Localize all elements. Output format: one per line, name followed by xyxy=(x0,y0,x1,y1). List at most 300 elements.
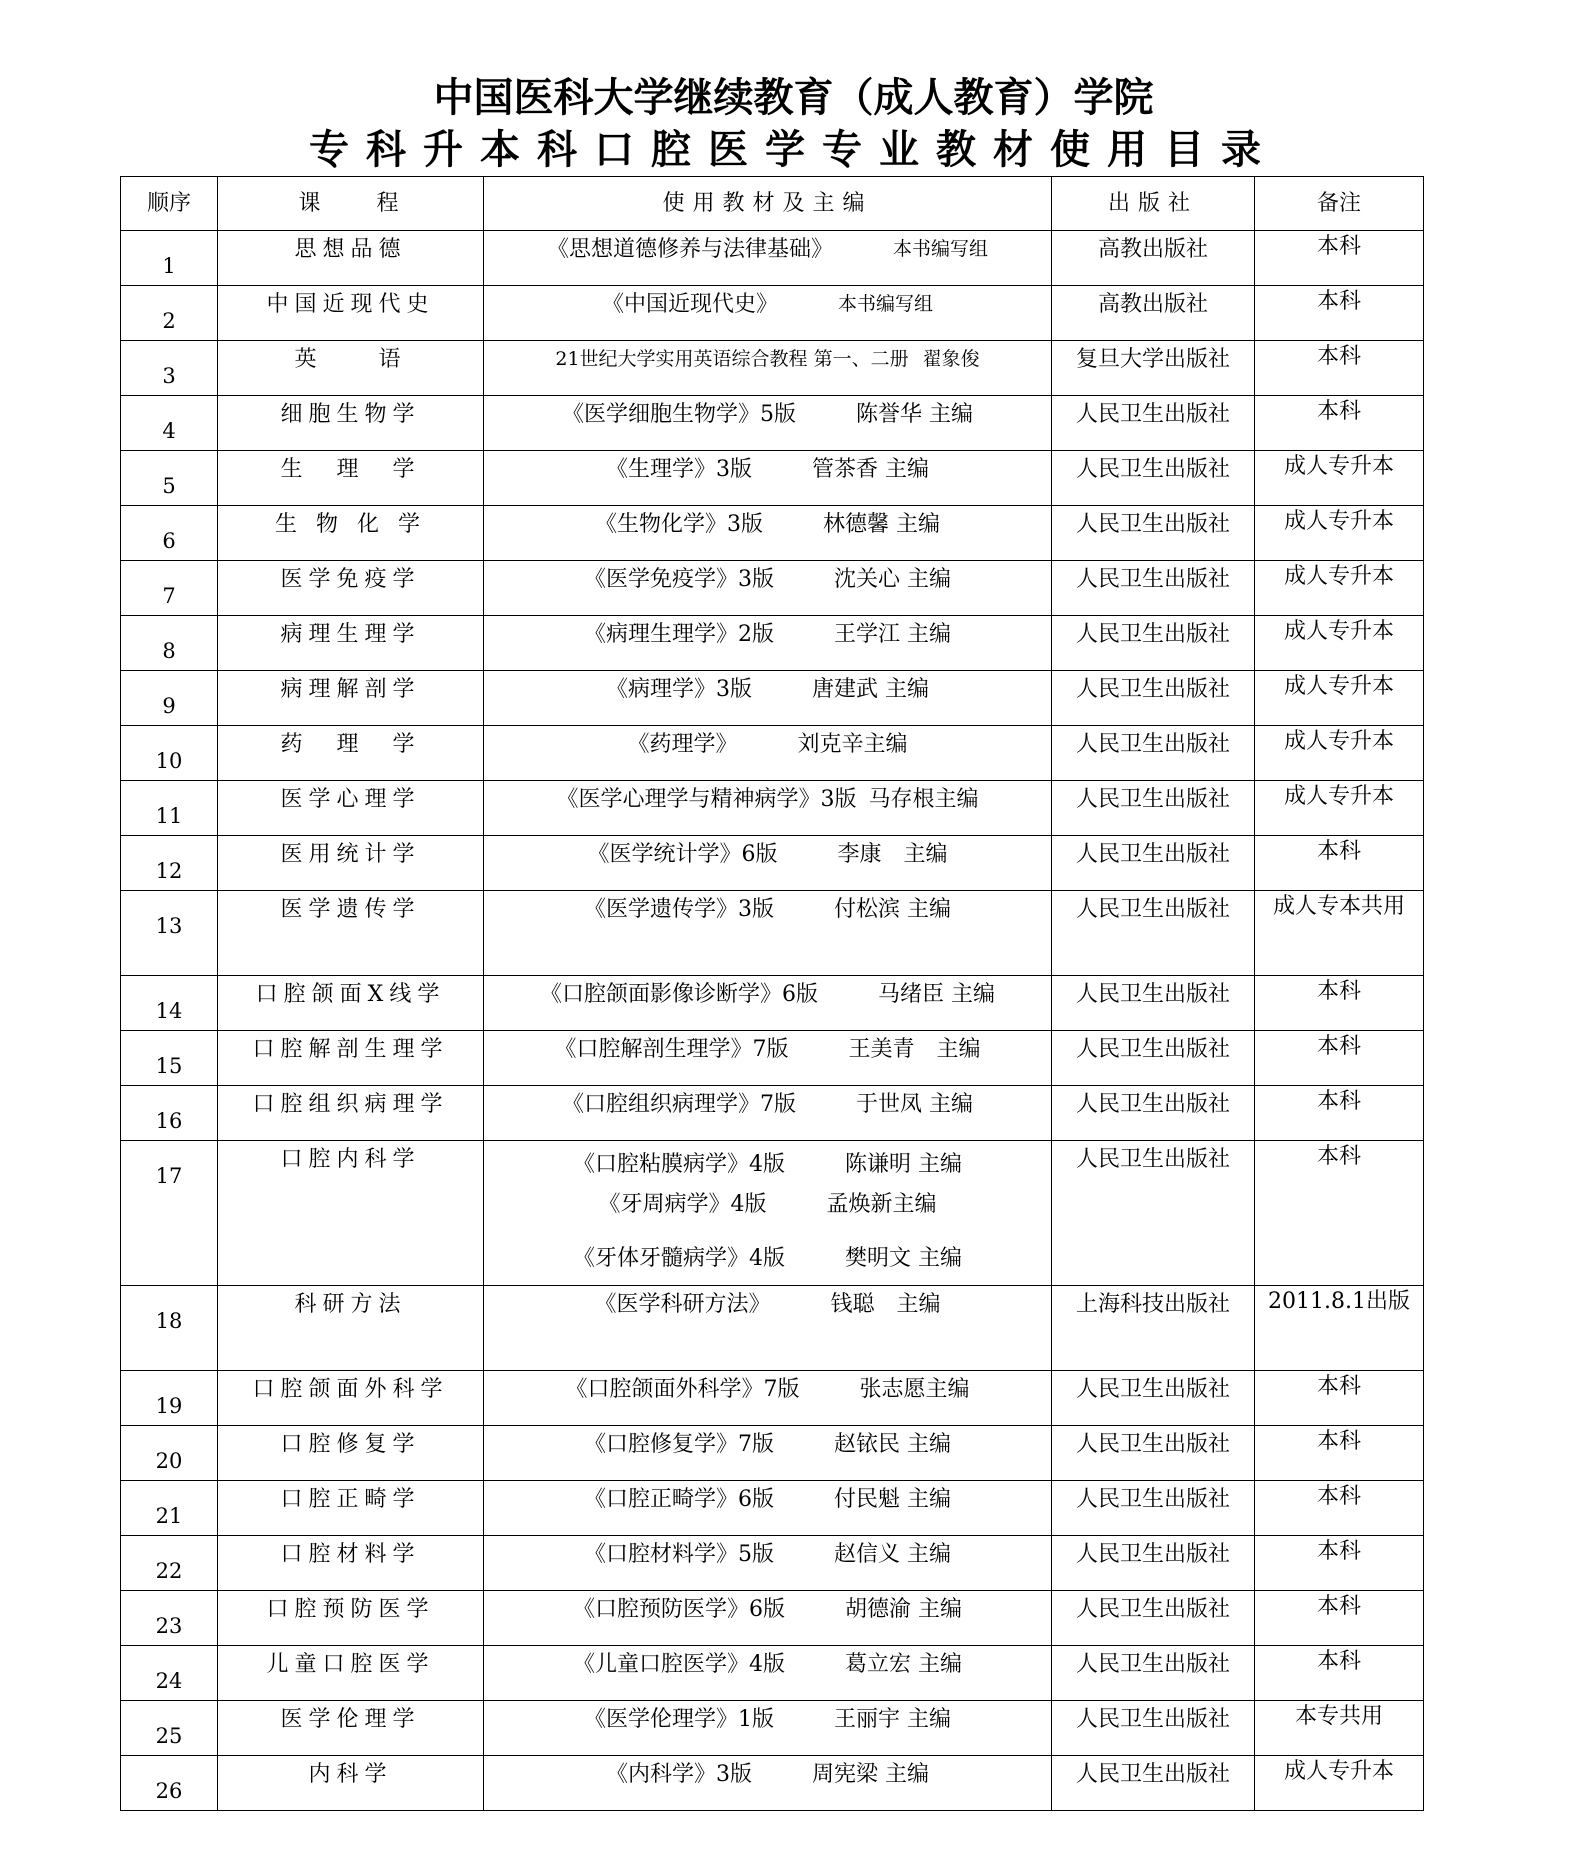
note-cell xyxy=(1255,506,1424,561)
textbook-title: 《生理学》3版 xyxy=(606,457,752,482)
course-name: 药 理 学 xyxy=(280,732,421,757)
textbook-line xyxy=(484,726,1051,758)
textbook-editor: 陈谦明 主编 xyxy=(845,1152,962,1177)
order-number: 11 xyxy=(155,804,183,828)
column-header-note: 备注 xyxy=(1255,177,1424,231)
order-cell xyxy=(121,396,218,451)
note-cell xyxy=(1255,1591,1424,1646)
course-name: 病理解剖学 xyxy=(280,677,421,702)
textbook-cell xyxy=(484,1646,1052,1701)
publisher-cell xyxy=(1052,1591,1255,1646)
course-cell xyxy=(218,1701,484,1756)
publisher-name: 人民卫生出版社 xyxy=(1075,982,1230,1007)
note-text: 本专共用 xyxy=(1294,1704,1383,1729)
publisher-cell xyxy=(1052,1371,1255,1426)
note-cell xyxy=(1255,1646,1424,1701)
course-name: 细胞生物学 xyxy=(280,402,421,427)
note-text: 成人专升本 xyxy=(1283,564,1394,589)
textbook-title: 《牙周病学》4版 xyxy=(598,1192,767,1217)
order-cell xyxy=(121,1646,218,1701)
order-cell xyxy=(121,1031,218,1086)
order-number: 10 xyxy=(155,749,183,773)
order-cell xyxy=(121,781,218,836)
publisher-cell xyxy=(1052,891,1255,976)
order-cell xyxy=(121,671,218,726)
order-cell xyxy=(121,1481,218,1536)
table-row xyxy=(121,1481,1424,1536)
textbook-editor: 周宪梁 主编 xyxy=(812,1762,929,1787)
publisher-cell xyxy=(1052,286,1255,341)
note-text: 本科 xyxy=(1316,234,1361,259)
course-name: 医学心理学 xyxy=(280,787,421,812)
note-cell xyxy=(1255,286,1424,341)
course-cell xyxy=(218,1031,484,1086)
textbook-editor: 刘克辛主编 xyxy=(797,732,908,757)
course-name: 儿童口腔医学 xyxy=(266,1652,435,1677)
textbook-cell xyxy=(484,1286,1052,1371)
course-cell xyxy=(218,1086,484,1141)
course-name: 口腔正畸学 xyxy=(280,1487,421,1512)
table-row xyxy=(121,1286,1424,1371)
order-cell xyxy=(121,616,218,671)
textbook-cell xyxy=(484,1031,1052,1086)
order-number: 13 xyxy=(155,914,183,938)
textbook-line xyxy=(484,1086,1051,1118)
order-cell xyxy=(121,231,218,286)
textbook-title: 《生物化学》3版 xyxy=(595,512,763,537)
course-cell xyxy=(218,1756,484,1811)
textbook-editor: 张志愿主编 xyxy=(859,1377,970,1402)
publisher-name: 上海科技出版社 xyxy=(1075,1292,1230,1317)
course-name: 医学免疫学 xyxy=(280,567,421,592)
publisher-name: 人民卫生出版社 xyxy=(1075,1652,1230,1677)
textbook-title: 《医学心理学与精神病学》3版 xyxy=(556,787,857,812)
table-row xyxy=(121,561,1424,616)
note-cell xyxy=(1255,781,1424,836)
textbook-line xyxy=(484,1191,1051,1231)
order-cell xyxy=(121,1591,218,1646)
note-cell xyxy=(1255,1371,1424,1426)
textbook-cell xyxy=(484,671,1052,726)
note-cell xyxy=(1255,231,1424,286)
publisher-name: 人民卫生出版社 xyxy=(1075,787,1230,812)
course-name: 医学遗传学 xyxy=(280,897,421,922)
textbook-title: 《病理生理学》2版 xyxy=(584,622,774,647)
note-text: 本科 xyxy=(1316,344,1361,369)
textbook-editor: 马绪臣 主编 xyxy=(878,982,995,1007)
table-row xyxy=(121,1086,1424,1141)
course-cell xyxy=(218,1371,484,1426)
publisher-cell xyxy=(1052,976,1255,1031)
course-cell xyxy=(218,1591,484,1646)
textbook-cell xyxy=(484,1481,1052,1536)
note-text: 本科 xyxy=(1316,1144,1361,1169)
order-number: 22 xyxy=(155,1559,183,1583)
textbook-cell xyxy=(484,396,1052,451)
order-cell xyxy=(121,1536,218,1591)
textbook-editor: 王丽宇 主编 xyxy=(834,1707,951,1732)
textbook-editor: 赵铱民 主编 xyxy=(834,1432,951,1457)
textbook-line xyxy=(484,1426,1051,1458)
note-text: 本科 xyxy=(1316,1649,1361,1674)
publisher-cell xyxy=(1052,1701,1255,1756)
order-number: 23 xyxy=(155,1614,183,1638)
table-row xyxy=(121,341,1424,396)
order-cell xyxy=(121,726,218,781)
order-cell xyxy=(121,506,218,561)
textbook-line xyxy=(484,561,1051,593)
table-row xyxy=(121,506,1424,561)
publisher-cell xyxy=(1052,726,1255,781)
course-cell xyxy=(218,726,484,781)
course-name: 科研方法 xyxy=(294,1292,407,1317)
order-number: 9 xyxy=(162,694,176,718)
publisher-name: 人民卫生出版社 xyxy=(1075,1037,1230,1062)
note-cell xyxy=(1255,1426,1424,1481)
course-cell xyxy=(218,671,484,726)
textbook-title: 《口腔粘膜病学》4版 xyxy=(573,1152,785,1177)
note-text: 本科 xyxy=(1316,1484,1361,1509)
textbook-line xyxy=(484,451,1051,483)
course-cell xyxy=(218,451,484,506)
course-cell xyxy=(218,1646,484,1701)
textbook-editor: 孟焕新主编 xyxy=(826,1192,937,1217)
textbook-line xyxy=(484,1151,1051,1191)
note-text: 成人专升本 xyxy=(1283,784,1394,809)
note-cell xyxy=(1255,1481,1424,1536)
order-number: 16 xyxy=(155,1109,183,1133)
column-header-textbook: 使用教材及主编 xyxy=(484,177,1052,231)
note-text: 成人专升本 xyxy=(1283,729,1394,754)
order-cell xyxy=(121,451,218,506)
textbook-editor: 王学江 主编 xyxy=(834,622,951,647)
order-cell xyxy=(121,836,218,891)
course-name: 内科学 xyxy=(308,1762,393,1787)
publisher-name: 人民卫生出版社 xyxy=(1075,1707,1230,1732)
textbook-line xyxy=(484,1701,1051,1733)
course-name: 口腔材料学 xyxy=(280,1542,421,1567)
course-cell xyxy=(218,1426,484,1481)
note-cell xyxy=(1255,1536,1424,1591)
textbook-editor: 于世凤 主编 xyxy=(856,1092,973,1117)
order-number: 8 xyxy=(162,639,176,663)
textbook-title: 《口腔颌面外科学》7版 xyxy=(565,1377,800,1402)
course-cell xyxy=(218,1536,484,1591)
table-row xyxy=(121,396,1424,451)
order-number: 17 xyxy=(155,1164,183,1188)
course-cell xyxy=(218,836,484,891)
publisher-name: 人民卫生出版社 xyxy=(1075,1487,1230,1512)
textbook-line xyxy=(484,616,1051,648)
textbook-editor: 葛立宏 主编 xyxy=(845,1652,962,1677)
textbook-title: 《牙体牙髓病学》4版 xyxy=(573,1246,785,1271)
textbook-line xyxy=(484,1245,1051,1285)
order-number: 19 xyxy=(155,1394,183,1418)
table-row xyxy=(121,231,1424,286)
note-cell xyxy=(1255,976,1424,1031)
course-name: 口腔颌面X线学 xyxy=(255,982,446,1007)
textbook-editor: 本书编写组 xyxy=(838,293,934,315)
note-text: 成人专升本 xyxy=(1283,674,1394,699)
note-text: 成人专升本 xyxy=(1283,509,1394,534)
note-text: 本科 xyxy=(1316,399,1361,424)
course-cell xyxy=(218,396,484,451)
note-cell xyxy=(1255,396,1424,451)
textbook-title: 《医学伦理学》1版 xyxy=(584,1707,774,1732)
order-number: 24 xyxy=(155,1669,183,1693)
textbook-list xyxy=(484,1141,1051,1285)
course-cell xyxy=(218,1141,484,1286)
order-number: 5 xyxy=(162,474,176,498)
textbook-cell xyxy=(484,451,1052,506)
note-cell xyxy=(1255,1031,1424,1086)
textbook-title: 《儿童口腔医学》4版 xyxy=(573,1652,785,1677)
textbook-line xyxy=(484,671,1051,703)
order-number: 21 xyxy=(155,1504,183,1528)
order-number: 2 xyxy=(162,309,176,333)
course-cell xyxy=(218,1481,484,1536)
publisher-name: 人民卫生出版社 xyxy=(1075,457,1230,482)
publisher-cell xyxy=(1052,1086,1255,1141)
textbook-title: 《病理学》3版 xyxy=(606,677,752,702)
textbook-cell xyxy=(484,1536,1052,1591)
textbook-cell xyxy=(484,976,1052,1031)
note-text: 2011.8.1出版 xyxy=(1268,1289,1410,1314)
textbook-line xyxy=(484,891,1051,923)
course-cell xyxy=(218,781,484,836)
course-cell xyxy=(218,341,484,396)
note-cell xyxy=(1255,561,1424,616)
textbook-editor: 唐建武 主编 xyxy=(812,677,929,702)
textbook-editor: 付民魁 主编 xyxy=(834,1487,951,1512)
textbook-title: 《口腔正畸学》6版 xyxy=(584,1487,774,1512)
publisher-name: 人民卫生出版社 xyxy=(1075,402,1230,427)
publisher-name: 人民卫生出版社 xyxy=(1075,1432,1230,1457)
textbook-title: 《药理学》 xyxy=(627,732,738,757)
textbook-editor: 胡德渝 主编 xyxy=(845,1597,962,1622)
publisher-cell xyxy=(1052,1756,1255,1811)
textbook-editor: 林德馨 主编 xyxy=(823,512,940,537)
note-cell xyxy=(1255,1141,1424,1286)
course-cell xyxy=(218,561,484,616)
textbook-editor: 付松滨 主编 xyxy=(834,897,951,922)
table-row xyxy=(121,836,1424,891)
textbook-editor: 王美青 主编 xyxy=(848,1037,981,1062)
publisher-name: 人民卫生出版社 xyxy=(1075,567,1230,592)
textbook-editor: 李康 主编 xyxy=(837,842,948,867)
note-text: 本科 xyxy=(1316,1429,1361,1454)
textbook-editor: 陈誉华 主编 xyxy=(856,402,973,427)
textbook-line xyxy=(484,836,1051,868)
textbook-line xyxy=(484,286,1051,318)
note-cell xyxy=(1255,726,1424,781)
textbook-cell xyxy=(484,286,1052,341)
order-cell xyxy=(121,1701,218,1756)
note-text: 本科 xyxy=(1316,1539,1361,1564)
textbook-title: 《口腔材料学》5版 xyxy=(584,1542,774,1567)
textbook-cell xyxy=(484,1426,1052,1481)
textbook-title: 《医学免疫学》3版 xyxy=(584,567,774,592)
table-row xyxy=(121,1426,1424,1481)
publisher-name: 人民卫生出版社 xyxy=(1075,1377,1230,1402)
textbook-editor: 马存根主编 xyxy=(868,787,979,812)
textbook-title: 《医学统计学》6版 xyxy=(587,842,778,867)
publisher-name: 高教出版社 xyxy=(1097,292,1208,317)
course-name: 病理生理学 xyxy=(280,622,421,647)
course-cell xyxy=(218,506,484,561)
textbook-title: 《医学细胞生物学》5版 xyxy=(562,402,796,427)
order-number: 15 xyxy=(155,1054,183,1078)
note-text: 成人专升本 xyxy=(1283,1759,1394,1784)
note-text: 本科 xyxy=(1316,1089,1361,1114)
course-name: 口腔预防医学 xyxy=(266,1597,435,1622)
note-cell xyxy=(1255,891,1424,976)
column-header-course: 课 程 xyxy=(218,177,484,231)
textbook-line xyxy=(484,1371,1051,1403)
textbook-line xyxy=(484,1646,1051,1678)
textbook-cell xyxy=(484,506,1052,561)
course-name: 生 理 学 xyxy=(280,457,421,482)
order-number: 25 xyxy=(155,1724,183,1748)
course-cell xyxy=(218,1286,484,1371)
note-text: 本科 xyxy=(1316,1594,1361,1619)
course-name: 医学伦理学 xyxy=(280,1707,421,1732)
publisher-cell xyxy=(1052,451,1255,506)
publisher-name: 人民卫生出版社 xyxy=(1075,677,1230,702)
publisher-name: 人民卫生出版社 xyxy=(1075,512,1230,537)
note-cell xyxy=(1255,1086,1424,1141)
textbook-editor: 管茶香 主编 xyxy=(812,457,929,482)
publisher-name: 人民卫生出版社 xyxy=(1075,1147,1230,1172)
textbook-title: 《医学科研方法》 xyxy=(594,1292,771,1317)
publisher-cell xyxy=(1052,1536,1255,1591)
course-cell xyxy=(218,286,484,341)
textbook-title: 21世纪大学实用英语综合教程 第一、二册 xyxy=(555,348,909,370)
order-cell xyxy=(121,891,218,976)
order-number: 12 xyxy=(155,859,183,883)
course-cell xyxy=(218,976,484,1031)
table-row xyxy=(121,976,1424,1031)
textbook-cell xyxy=(484,891,1052,976)
publisher-name: 人民卫生出版社 xyxy=(1075,622,1230,647)
publisher-name: 人民卫生出版社 xyxy=(1075,1092,1230,1117)
textbook-title: 《口腔颌面影像诊断学》6版 xyxy=(540,982,818,1007)
textbook-cell xyxy=(484,1756,1052,1811)
textbook-title: 《医学遗传学》3版 xyxy=(584,897,774,922)
textbook-editor: 沈关心 主编 xyxy=(834,567,951,592)
textbook-title: 《口腔组织病理学》7版 xyxy=(562,1092,796,1117)
course-cell xyxy=(218,231,484,286)
publisher-cell xyxy=(1052,506,1255,561)
textbook-editor: 翟象俊 xyxy=(922,348,980,370)
table-row xyxy=(121,616,1424,671)
publisher-cell xyxy=(1052,561,1255,616)
publisher-cell xyxy=(1052,671,1255,726)
table-row xyxy=(121,671,1424,726)
note-cell xyxy=(1255,616,1424,671)
publisher-cell xyxy=(1052,1481,1255,1536)
publisher-cell xyxy=(1052,1286,1255,1371)
table-header-row xyxy=(121,177,1424,231)
order-cell xyxy=(121,341,218,396)
page-subtitle: 专科升本科口腔医学专业教材使用目录 xyxy=(309,127,1278,173)
publisher-cell xyxy=(1052,1031,1255,1086)
textbook-cell xyxy=(484,726,1052,781)
course-name: 口腔解剖生理学 xyxy=(252,1037,449,1062)
course-name: 口腔颌面外科学 xyxy=(252,1377,449,1402)
publisher-cell xyxy=(1052,781,1255,836)
table-row xyxy=(121,726,1424,781)
order-number: 4 xyxy=(162,419,176,443)
order-cell xyxy=(121,1756,218,1811)
publisher-name: 人民卫生出版社 xyxy=(1075,1762,1230,1787)
note-cell xyxy=(1255,1756,1424,1811)
order-cell xyxy=(121,561,218,616)
column-header-order: 顺序 xyxy=(121,177,218,231)
textbook-cell xyxy=(484,1086,1052,1141)
textbook-cell xyxy=(484,836,1052,891)
course-name: 医用统计学 xyxy=(280,842,421,867)
textbook-line xyxy=(484,341,1051,373)
note-cell xyxy=(1255,341,1424,396)
publisher-cell xyxy=(1052,836,1255,891)
order-cell xyxy=(121,1426,218,1481)
textbook-editor: 樊明文 主编 xyxy=(845,1246,962,1271)
order-number: 14 xyxy=(155,999,183,1023)
textbook-cell xyxy=(484,781,1052,836)
course-name: 思想品德 xyxy=(294,237,407,262)
textbook-title: 《口腔修复学》7版 xyxy=(584,1432,774,1457)
table-row xyxy=(121,1031,1424,1086)
textbook-title: 《思想道德修养与法律基础》 xyxy=(546,237,833,262)
textbook-cell xyxy=(484,616,1052,671)
table-row xyxy=(121,1591,1424,1646)
order-cell xyxy=(121,1141,218,1286)
order-number: 1 xyxy=(162,254,176,278)
course-name: 口腔组织病理学 xyxy=(252,1092,449,1117)
textbook-cell xyxy=(484,231,1052,286)
course-name: 口腔内科学 xyxy=(280,1147,421,1172)
textbook-title: 《内科学》3版 xyxy=(606,1762,752,1787)
publisher-name: 高教出版社 xyxy=(1097,237,1208,262)
textbook-cell xyxy=(484,1141,1052,1286)
table-row xyxy=(121,451,1424,506)
table-row xyxy=(121,891,1424,976)
course-name: 生 物 化 学 xyxy=(275,512,426,537)
course-cell xyxy=(218,616,484,671)
textbook-editor: 赵信义 主编 xyxy=(834,1542,951,1567)
note-text: 本科 xyxy=(1316,1374,1361,1399)
textbook-cell xyxy=(484,1371,1052,1426)
note-cell xyxy=(1255,1701,1424,1756)
table-row xyxy=(121,1536,1424,1591)
course-name: 口腔修复学 xyxy=(280,1432,421,1457)
note-cell xyxy=(1255,836,1424,891)
textbook-editor: 钱聪 主编 xyxy=(830,1292,941,1317)
publisher-name: 人民卫生出版社 xyxy=(1075,842,1230,867)
order-cell xyxy=(121,286,218,341)
publisher-cell xyxy=(1052,1646,1255,1701)
publisher-cell xyxy=(1052,396,1255,451)
note-text: 成人专升本 xyxy=(1283,619,1394,644)
table-row xyxy=(121,1756,1424,1811)
order-cell xyxy=(121,1286,218,1371)
textbook-line xyxy=(484,781,1051,813)
table-row xyxy=(121,1646,1424,1701)
table-row xyxy=(121,286,1424,341)
publisher-cell xyxy=(1052,1426,1255,1481)
textbook-line xyxy=(484,231,1051,263)
